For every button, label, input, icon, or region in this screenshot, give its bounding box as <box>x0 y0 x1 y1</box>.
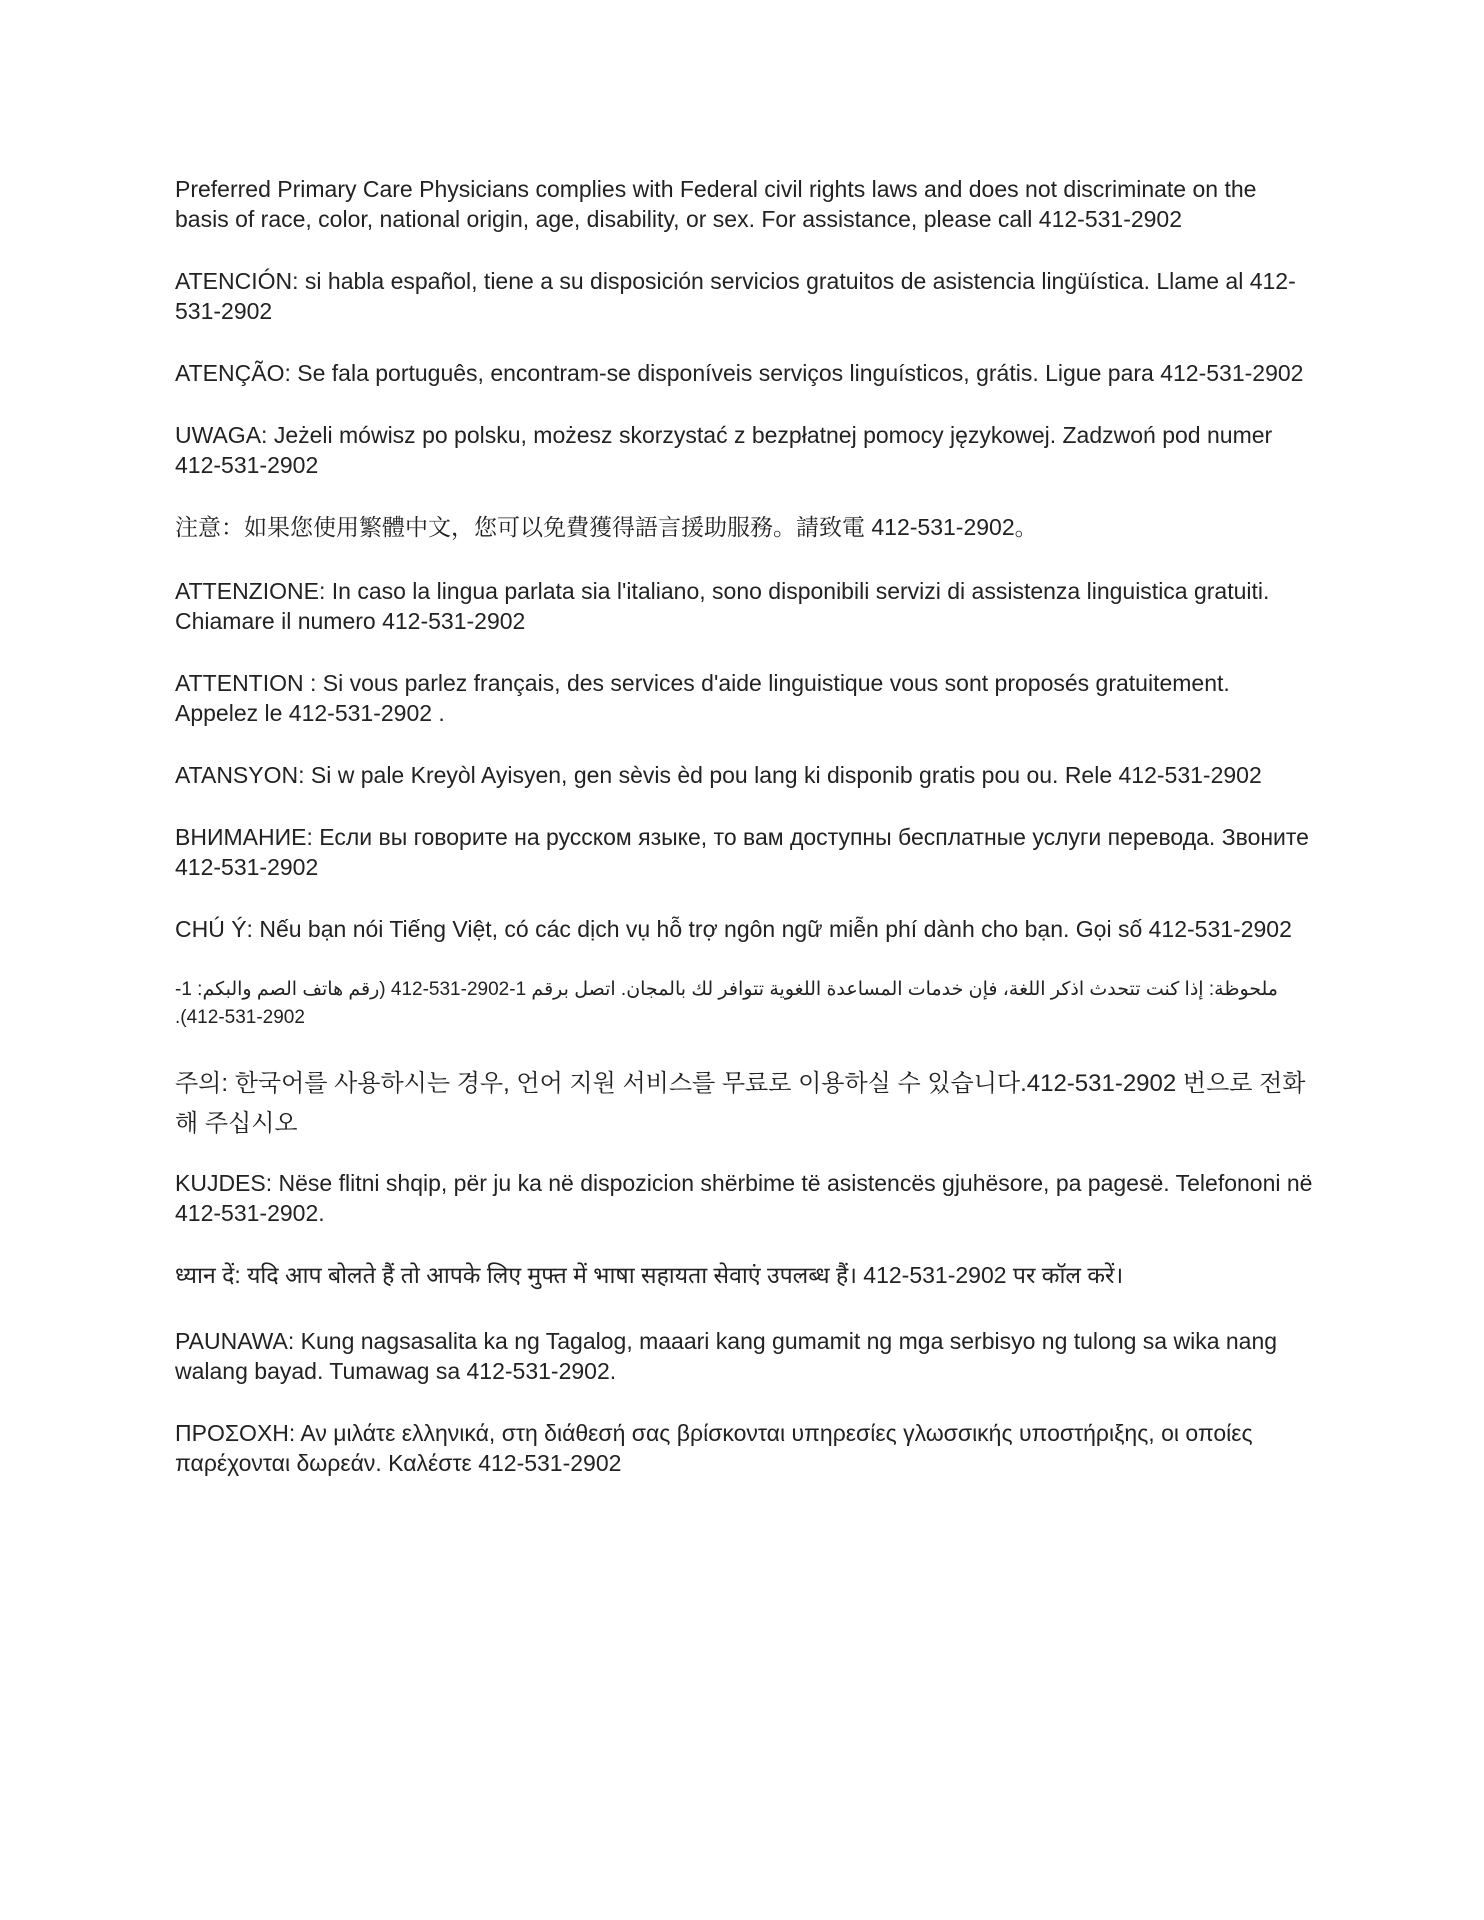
notice-arabic: ملحوظة: إذا كنت تتحدث اذكر اللغة، فإن خدمات المساعدة اللغوية تتوافر لك بالمجان. اتصل برقم 1-2902-531-412 (رقم هاتف الصم والبكم: 1-2902-531-412). <box>175 979 1278 1028</box>
notice-tagalog: PAUNAWA: Kung nagsasalita ka ng Tagalog, maaari kang gumamit ng mga serbisyo ng tulong sa wika nang walang bayad. Tumawag sa 412-531-2902. <box>175 1328 1278 1384</box>
notice-greek: ΠΡΟΣΟΧΗ: Αν μιλάτε ελληνικά, στη διάθεσή σας βρίσκονται υπηρεσίες γλωσσικής υποστήριξης, οι οποίες παρέχονται δωρεάν. Καλέστε 412-531-2902 <box>175 1420 1253 1476</box>
notice-polish: UWAGA: Jeżeli mówisz po polsku, możesz skorzystać z bezpłatnej pomocy językowej. Zadzwoń pod numer 412-531-2902 <box>175 422 1273 478</box>
notice-albanian: KUJDES: Nëse flitni shqip, për ju ka në dispozicion shërbime të asistencës gjuhësore, pa pagesë. Telefononi në 412-531-2902. <box>175 1170 1313 1226</box>
notice-spanish: ATENCIÓN: si habla español, tiene a su disposición servicios gratuitos de asistencia lingüística. Llame al 412-531-2902 <box>175 268 1296 324</box>
notice-haitian-creole: ATANSYON: Si w pale Kreyòl Ayisyen, gen sèvis èd pou lang ki disponib gratis pou ou. Rele 412-531-2902 <box>175 762 1262 788</box>
nondiscrimination-statement-english: Preferred Primary Care Physicians complies with Federal civil rights laws and does not discriminate on the basis of race, color, national origin, age, disability, or sex. For assistance, please call 412-531-2902 <box>175 176 1257 232</box>
notice-korean: 주의: 한국어를 사용하시는 경우, 언어 지원 서비스를 무료로 이용하실 수 있습니다.412-531-2902 번으로 전화해 주십시오 <box>175 1070 1306 1137</box>
notice-french: ATTENTION : Si vous parlez français, des services d'aide linguistique vous sont proposés gratuitement. Appelez le 412-531-2902 . <box>175 670 1230 726</box>
notice-vietnamese: CHÚ Ý: Nếu bạn nói Tiếng Việt, có các dịch vụ hỗ trợ ngôn ngữ miễn phí dành cho bạn. Gọi số 412-531-2902 <box>175 916 1292 942</box>
notice-portuguese: ATENÇÃO: Se fala português, encontram-se disponíveis serviços linguísticos, grátis. Ligue para 412-531-2902 <box>175 360 1304 386</box>
notice-chinese: 注意：如果您使用繁體中文，您可以免費獲得語言援助服務。請致電 412-531-2902。 <box>175 514 1038 540</box>
notice-russian: ВНИМАНИЕ: Если вы говорите на русском языке, то вам доступны бесплатные услуги перевода. Звоните 412-531-2902 <box>175 824 1309 880</box>
notice-hindi: ध्यान दें: यदि आप बोलते हैं तो आपके लिए मुफ्त में भाषा सहायता सेवाएं उपलब्ध हैं। 412-531-2902 पर कॉल करें। <box>175 1262 1124 1288</box>
language-assistance-notice <box>175 174 1315 1510</box>
notice-italian: ATTENZIONE: In caso la lingua parlata sia l'italiano, sono disponibili servizi di assistenza linguistica gratuiti. Chiamare il numero 412-531-2902 <box>175 578 1270 634</box>
